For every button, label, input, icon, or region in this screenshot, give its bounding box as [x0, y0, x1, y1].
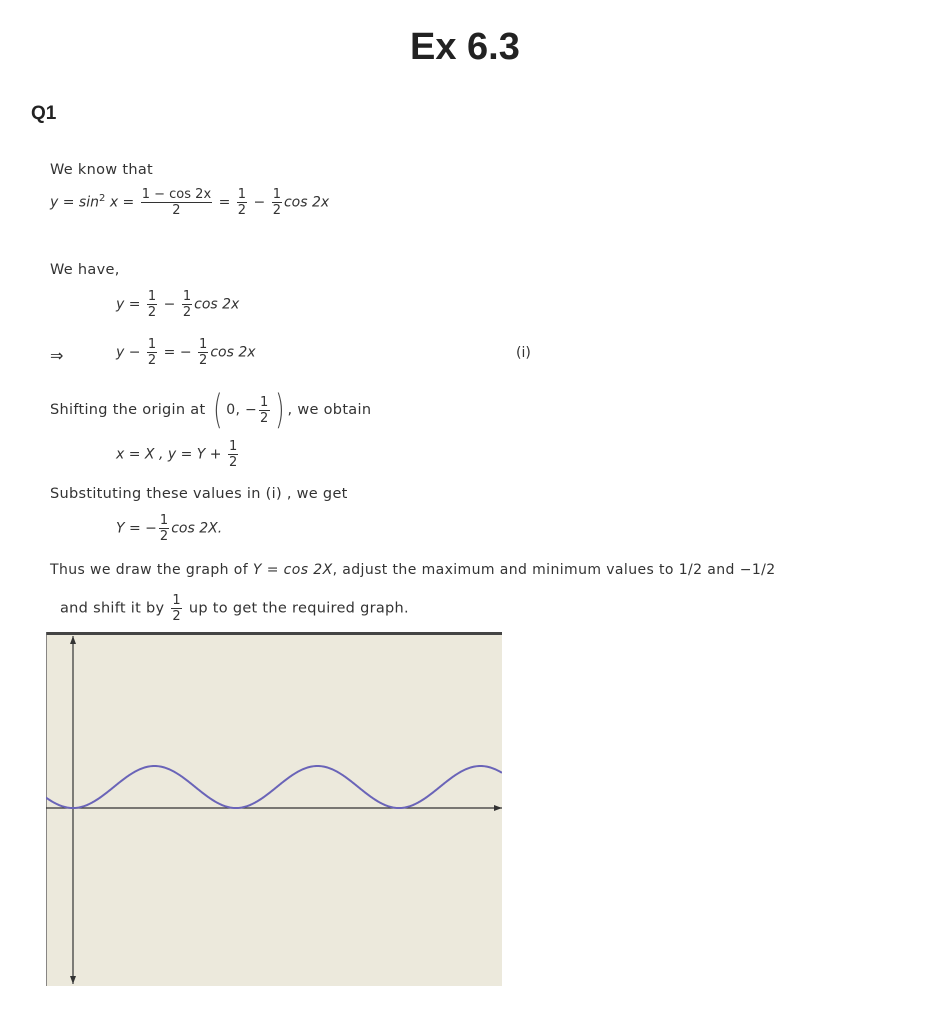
shift-half-num: 1 [260, 394, 269, 410]
sub-eq-text: x = X , y = Y + [116, 446, 222, 463]
text-we-know: We know that [50, 162, 153, 178]
text-substituting [50, 486, 348, 502]
implies-symbol: ⇒ [50, 346, 64, 365]
shift-half-den: 2 [260, 410, 269, 426]
eq1-lhs: y = sin [50, 194, 99, 211]
thus-c: , adjust the maximum and minimum values to 1/2 and −1/2 [332, 562, 776, 578]
eq2-minus: − [163, 296, 176, 313]
eq1-x: x = [109, 194, 135, 211]
left-paren: ( [213, 387, 224, 433]
text-shifting [50, 387, 372, 433]
result-tail: cos 2X. [171, 520, 223, 537]
substituting-text: Substituting these values in [50, 486, 261, 502]
shift-obtain: , we obtain [287, 402, 372, 418]
eq2-half-1 [147, 290, 157, 319]
eq1-fraction [141, 188, 212, 217]
equation-identity [50, 188, 329, 217]
result-half-den: 2 [159, 529, 169, 544]
eq1-h2-num: 1 [272, 187, 281, 202]
eq2-half-2 [182, 290, 192, 319]
eq1-sup: 2 [98, 192, 106, 204]
eq2-h2-num: 1 [182, 289, 192, 304]
thus-a: Thus we draw the graph of [50, 562, 249, 578]
eq3-half-1 [147, 338, 157, 367]
sine-squared-graph [46, 632, 502, 986]
shift-by-half-den: 2 [172, 609, 181, 624]
shift-point: 0, − [226, 402, 258, 418]
eq1-frac-num: 1 − cos 2x [141, 187, 212, 202]
shift-text: Shifting the origin at [50, 402, 206, 418]
equation-3 [116, 338, 256, 367]
equation-reference: (i) [516, 345, 531, 361]
eq3-tail: cos 2x [210, 344, 256, 361]
text-we-have: We have, [50, 262, 120, 278]
page-title: Ex 6.3 [410, 26, 520, 68]
eq3-h1-den: 2 [147, 353, 157, 368]
right-paren: ) [274, 387, 285, 433]
shift-by-b: up to get the required graph. [188, 600, 409, 617]
question-label: Q1 [31, 103, 57, 124]
eq2-h2-den: 2 [182, 305, 192, 320]
sub-eq-half [228, 440, 238, 469]
shift-half [259, 396, 270, 425]
shift-by-half-num: 1 [172, 593, 181, 608]
eq3-h2-num: 1 [199, 337, 208, 352]
result-half-num: 1 [159, 513, 169, 528]
substitution-equation [116, 440, 240, 469]
substituting-get: , we get [286, 486, 348, 502]
eq1-minus: − [253, 194, 266, 211]
eq1-h1-den: 2 [237, 203, 247, 218]
result-lhs: Y = − [116, 520, 157, 537]
eq1-tail: cos 2x [283, 194, 330, 211]
eq3-h1-num: 1 [147, 337, 157, 352]
eq1-h2-den: 2 [272, 203, 281, 218]
eq1-frac-den: 2 [172, 203, 181, 218]
sub-eq-half-num: 1 [228, 439, 238, 454]
result-equation [116, 514, 222, 543]
shift-by-a: and shift it by [60, 600, 165, 617]
eq3-half-2 [198, 338, 208, 367]
eq1-half-1 [237, 188, 247, 217]
eq2-h1-den: 2 [147, 305, 157, 320]
eq2-lhs: y = [116, 296, 141, 313]
eq2-h1-num: 1 [147, 289, 157, 304]
eq3-lhs: y − [116, 344, 141, 361]
text-shift-by [60, 594, 409, 623]
graph-background [46, 632, 502, 986]
eq1-eq: = [218, 194, 231, 211]
eq2-tail: cos 2x [194, 296, 240, 313]
thus-b: Y = cos 2X [252, 562, 333, 578]
sub-eq-half-den: 2 [228, 455, 238, 470]
substituting-ref: (i) [265, 486, 282, 502]
shift-by-half [171, 594, 182, 623]
result-half [159, 514, 169, 543]
eq1-half-2 [272, 188, 282, 217]
eq3-h2-den: 2 [199, 353, 208, 368]
eq3-eq: = − [163, 344, 192, 361]
equation-2 [116, 290, 239, 319]
eq1-h1-num: 1 [237, 187, 247, 202]
text-thus [50, 562, 776, 578]
